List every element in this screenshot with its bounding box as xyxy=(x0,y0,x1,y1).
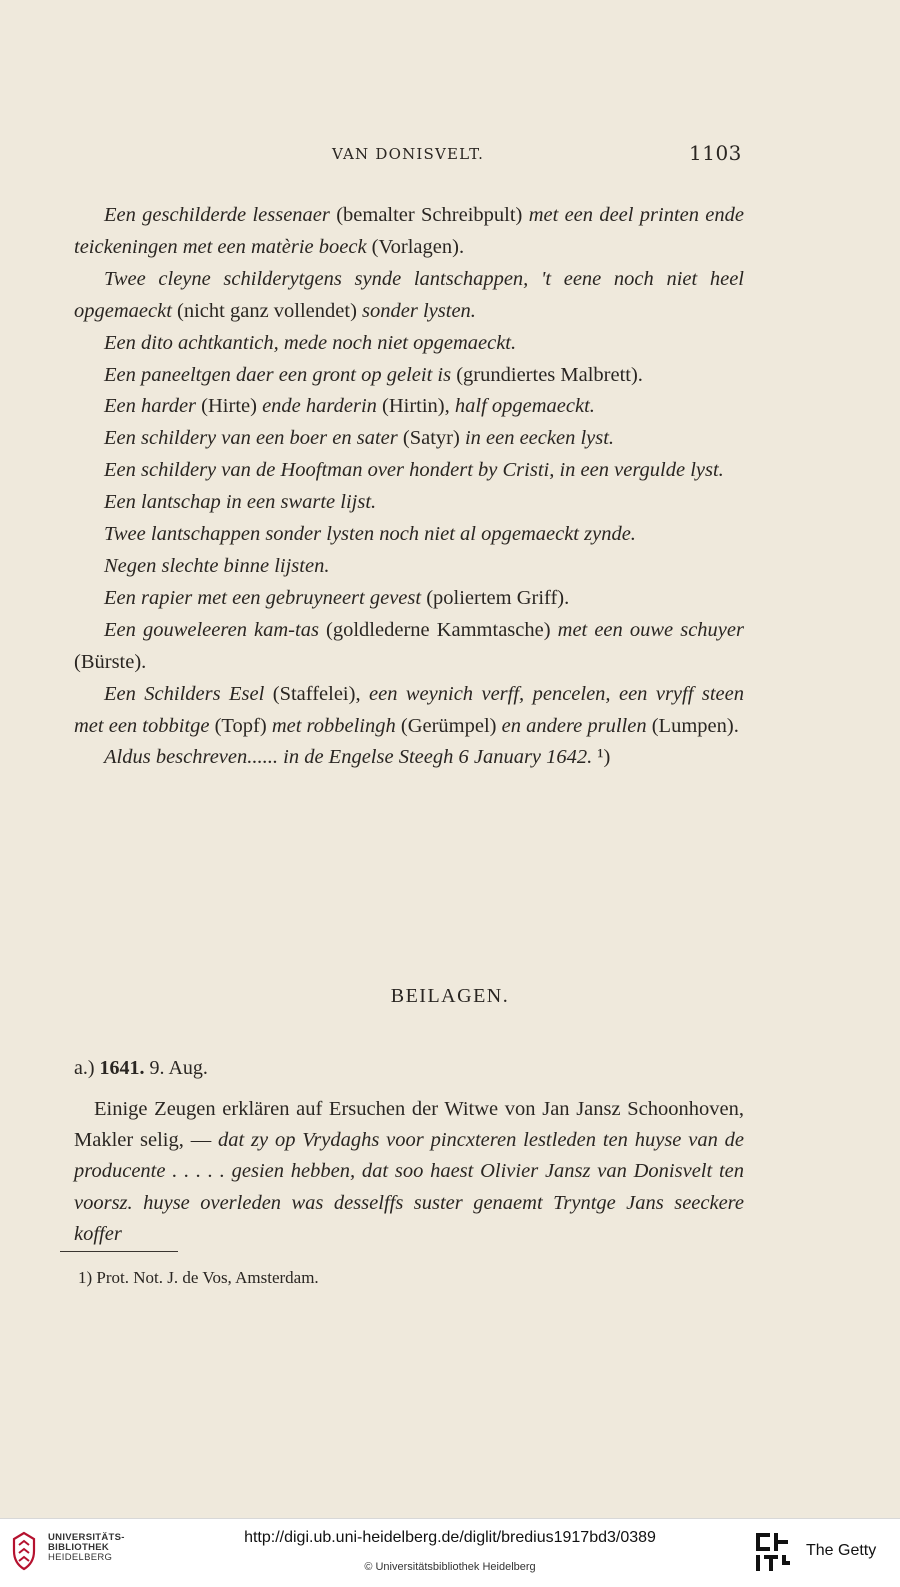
page-number: 1103 xyxy=(689,141,742,165)
partner-name: The Getty xyxy=(806,1542,877,1559)
inventory-entry xyxy=(74,551,744,583)
inventory-entry xyxy=(74,679,744,743)
entry-text-run: met robbelingh xyxy=(271,714,396,737)
inventory-entry xyxy=(74,615,744,679)
entry-text-run: in een eecken lyst. xyxy=(464,427,615,450)
entry-text-run: ¹) xyxy=(592,746,611,769)
inventory-entry xyxy=(74,455,744,487)
entry-text-run: Negen slechte binne lijsten. xyxy=(104,554,330,577)
inventory-entry xyxy=(74,200,744,264)
inventory-entry xyxy=(74,583,744,615)
entry-text-run: (Gerümpel) xyxy=(395,714,502,737)
section-title: BEILAGEN. xyxy=(390,985,510,1007)
entry-text-run: (nicht ganz vollendet) xyxy=(171,299,363,322)
entry-text-run: Een schildery van een boer en sater xyxy=(104,427,398,450)
permalink-link[interactable]: http://digi.ub.uni-heidelberg.de/diglit/bredius1917bd3/0389 xyxy=(244,1529,656,1546)
entry-text-run: met een deel printen ende teickeningen met een matèrie boeck xyxy=(74,204,745,258)
inventory-entry xyxy=(74,423,744,455)
entry-text-run: (Hirte) xyxy=(196,395,263,418)
inventory-entry xyxy=(74,519,744,551)
entry-text-run: (goldlederne Kammtasche) xyxy=(318,618,558,641)
entry-text-run: Twee lantschappen sonder lysten noch niet al opgemaeckt zynde. xyxy=(104,523,636,546)
entry-text-run: Een Schilders Esel xyxy=(104,682,265,705)
paragraph-run: Einige Zeugen erklären auf Ersuchen der Witwe von Jan Jansz Schoonhoven, Makler selig, — xyxy=(74,1098,744,1152)
document-label: a.) xyxy=(74,1057,95,1079)
document-heading xyxy=(74,1057,208,1080)
entry-text-run: Een rapier met een gebruyneert gevest xyxy=(104,586,422,609)
copyright-notice: © Universitätsbibliothek Heidelberg xyxy=(364,1561,536,1573)
footnote-divider xyxy=(60,1251,178,1252)
entry-text-run: (Bürste). xyxy=(74,650,147,673)
getty-logo-icon xyxy=(754,1531,792,1573)
entry-text-run: ende harderin xyxy=(262,395,377,418)
entry-text-run: (grundiertes Malbrett). xyxy=(451,363,643,386)
entry-text-run: Een paneeltgen daer een gront op geleit is xyxy=(104,363,452,386)
entry-text-run: Een geschilderde lessenaer xyxy=(104,204,330,226)
entry-text-run: met een ouwe schuyer xyxy=(557,618,744,641)
footnote: 1) Prot. Not. J. de Vos, Amsterdam. xyxy=(78,1268,319,1287)
entry-text-run: (bemalter Schreibpult) xyxy=(329,204,529,226)
library-line-1: UNIVERSITÄTS- xyxy=(48,1532,125,1543)
entry-text-run: (poliertem Griff). xyxy=(421,586,570,609)
entry-text-run: Twee cleyne schilderytgens synde lantschappen, 't eene noch niet heel opgemaeckt xyxy=(74,267,744,322)
inventory-entries xyxy=(74,200,744,774)
entry-text-run: (Lumpen). xyxy=(646,714,739,737)
entry-text-run: half opgemaeckt. xyxy=(454,395,595,418)
entry-text-run: (Topf) xyxy=(209,714,272,737)
document-paragraph xyxy=(74,1094,744,1250)
inventory-entry xyxy=(74,391,744,423)
page-header xyxy=(0,141,900,171)
entry-text-run: Een dito achtkantich, mede noch niet opgemaeckt. xyxy=(104,331,517,354)
inventory-entry xyxy=(74,264,744,328)
entry-text-run: (Satyr) xyxy=(397,427,465,450)
inventory-entry xyxy=(74,742,744,774)
entry-text-run: (Staffelei), xyxy=(264,682,370,705)
inventory-entry xyxy=(74,328,744,360)
paragraph-run: dat zy op Vrydaghs voor pincxteren lestleden ten huyse van de producente . . . . . gesien hebben, dat soo haest Olivier Jansz van Donisvelt ten voorsz. huyse overleden was desselffs suster genaemt Tryntge Jans seeckere koffer xyxy=(74,1129,744,1245)
document-date: 9. Aug. xyxy=(149,1057,208,1079)
entry-text-run: Een gouweleeren kam-tas xyxy=(104,618,319,641)
entry-text-run: Een schildery van de Hooftman over hondert by Cristi, in een vergulde lyst. xyxy=(104,459,724,482)
entry-text-run: Een lantschap in een swarte lijst. xyxy=(104,491,377,514)
entry-text-run: (Hirtin), xyxy=(376,395,455,418)
inventory-entry xyxy=(74,487,744,519)
entry-text-run: Een harder xyxy=(104,395,197,418)
entry-text-run: een weynich verff, pencelen, een vryff steen met een tobbitge xyxy=(74,682,744,737)
library-line-3: HEIDELBERG xyxy=(48,1552,113,1563)
entry-text-run: Aldus beschreven...... in de Engelse Steegh 6 January 1642. xyxy=(104,746,593,769)
entry-text-run: (Vorlagen). xyxy=(366,235,465,258)
document-year: 1641. xyxy=(99,1057,145,1079)
entry-text-run: en andere prullen xyxy=(501,714,647,737)
inventory-entry xyxy=(74,360,744,392)
library-line-2: BIBLIOTHEK xyxy=(48,1542,110,1553)
entry-text-run: sonder lysten. xyxy=(362,299,476,322)
running-head: VAN DONISVELT. xyxy=(332,145,485,163)
viewer-footer xyxy=(0,1518,900,1587)
